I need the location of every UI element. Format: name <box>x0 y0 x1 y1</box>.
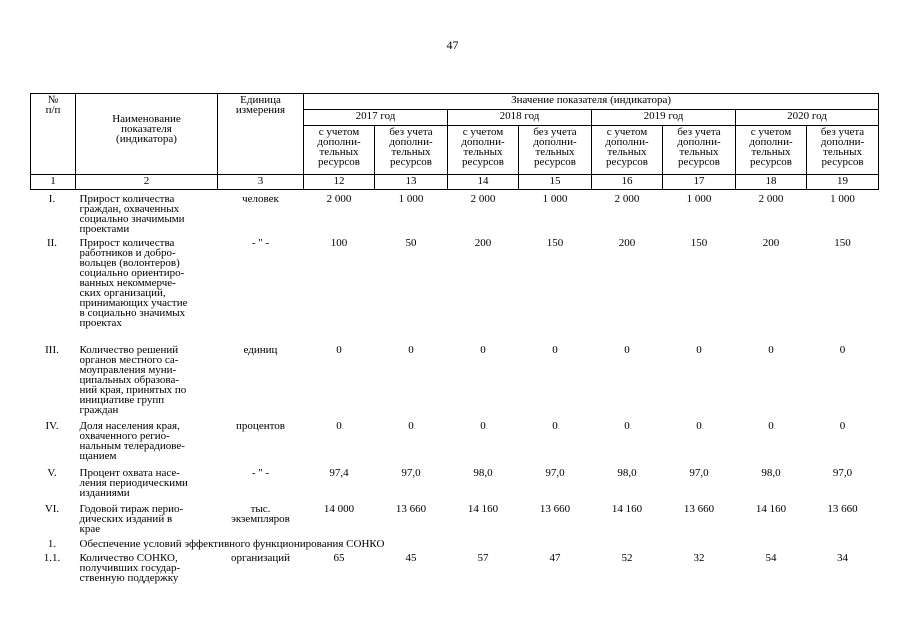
indicator-name: Количество СОНКО, получивших государ- ственную поддержку <box>79 552 181 584</box>
row-number: II. <box>46 237 58 249</box>
row-number: VI. <box>44 503 60 515</box>
table-row <box>31 234 879 341</box>
value-cell: 13 660 <box>827 503 858 515</box>
table-row <box>31 417 879 464</box>
value-cell: 97,0 <box>545 467 565 479</box>
value-cell: 0 <box>696 344 702 356</box>
header-year-2019: 2019 год <box>592 110 736 126</box>
value-cell: 2 000 <box>758 193 784 205</box>
value-cell: 50 <box>405 237 417 249</box>
row-number: I. <box>48 193 56 205</box>
header-num: № п/п <box>31 94 76 175</box>
value-cell: 200 <box>762 237 780 249</box>
value-cell: 0 <box>552 344 558 356</box>
indicators-table <box>30 93 879 585</box>
section-number: 1. <box>47 538 57 550</box>
indicator-name: Годовой тираж перио- дических изданий в крае <box>79 503 184 535</box>
value-cell: 1 000 <box>686 193 712 205</box>
value-cell: 0 <box>480 420 486 432</box>
value-cell: 200 <box>474 237 492 249</box>
indicator-name: Прирост количества граждан, охваченных социально значимыми проектами <box>79 193 185 235</box>
column-number: 15 <box>519 175 592 190</box>
unit-cell: - " - <box>251 237 270 249</box>
value-cell: 98,0 <box>473 467 493 479</box>
value-cell: 150 <box>546 237 564 249</box>
value-cell: 0 <box>552 420 558 432</box>
value-cell: 97,0 <box>401 467 421 479</box>
value-cell: 0 <box>839 420 846 432</box>
header-without-resources: без учета дополни- тельных ресурсов <box>807 126 879 175</box>
value-cell: 0 <box>408 420 414 432</box>
value-cell: 1 000 <box>398 193 424 205</box>
section-title: Обеспечение условий эффективного функционирования СОНКО <box>79 538 385 550</box>
value-cell: 47 <box>549 552 561 564</box>
table-row <box>31 341 879 417</box>
value-cell: 1 000 <box>830 193 855 205</box>
unit-cell: организаций <box>230 552 291 564</box>
column-number: 18 <box>736 175 807 190</box>
column-numbers-row <box>31 175 879 190</box>
value-cell: 98,0 <box>617 467 637 479</box>
value-cell: 0 <box>408 344 414 356</box>
row-number: IV. <box>45 420 59 432</box>
value-cell: 0 <box>696 420 702 432</box>
table-row <box>31 190 879 235</box>
value-cell: 54 <box>765 552 777 564</box>
table-header <box>31 94 879 190</box>
value-cell: 0 <box>839 344 846 356</box>
table-row <box>31 464 879 500</box>
value-cell: 14 160 <box>611 503 643 515</box>
value-cell: 65 <box>333 552 345 564</box>
header-unit: Единица измерения <box>218 94 304 175</box>
column-number: 16 <box>592 175 663 190</box>
indicator-name: Количество решений органов местного са- моуправления муни- ципальных образова- ний края, принятых по инициативе групп граждан <box>79 344 187 416</box>
header-with-resources: с учетом дополни- тельных ресурсов <box>448 126 519 175</box>
row-number: V. <box>47 467 57 479</box>
header-with-resources: с учетом дополни- тельных ресурсов <box>592 126 663 175</box>
unit-cell: - " - <box>251 467 270 479</box>
value-cell: 2 000 <box>470 193 496 205</box>
header-values-group: Значение показателя (индикатора) <box>304 94 879 110</box>
value-cell: 98,0 <box>761 467 781 479</box>
table-row <box>31 500 879 535</box>
value-cell: 2 000 <box>614 193 640 205</box>
value-cell: 0 <box>768 344 774 356</box>
header-without-resources: без учета дополни- тельных ресурсов <box>519 126 592 175</box>
value-cell: 0 <box>336 344 342 356</box>
column-number: 17 <box>663 175 736 190</box>
value-cell: 13 660 <box>395 503 427 515</box>
column-number: 1 <box>31 175 76 190</box>
column-number: 3 <box>218 175 304 190</box>
header-without-resources: без учета дополни- тельных ресурсов <box>663 126 736 175</box>
value-cell: 200 <box>618 237 636 249</box>
indicator-name: Доля населения края, охваченного регио- нальным телерадиове- щанием <box>79 420 185 462</box>
unit-cell: человек <box>242 193 279 205</box>
header-year-2018: 2018 год <box>448 110 592 126</box>
value-cell: 97,0 <box>832 467 853 479</box>
table-body <box>31 190 879 586</box>
value-cell: 13 660 <box>539 503 571 515</box>
page-number: 47 <box>446 38 459 52</box>
value-cell: 97,4 <box>329 467 349 479</box>
unit-cell: тыс. экземпляров <box>231 503 290 525</box>
column-number: 2 <box>76 175 218 190</box>
value-cell: 100 <box>330 237 348 249</box>
row-number: III. <box>45 344 59 356</box>
value-cell: 34 <box>837 552 849 564</box>
value-cell: 57 <box>477 552 489 564</box>
table-row <box>31 549 879 585</box>
value-cell: 0 <box>480 344 486 356</box>
value-cell: 0 <box>768 420 774 432</box>
value-cell: 0 <box>624 420 630 432</box>
value-cell: 45 <box>405 552 417 564</box>
row-number: 1.1. <box>43 552 61 564</box>
header-without-resources: без учета дополни- тельных ресурсов <box>375 126 448 175</box>
header-name: Наименование показателя (индикатора) <box>76 94 218 175</box>
value-cell: 2 000 <box>326 193 352 205</box>
value-cell: 13 660 <box>683 503 715 515</box>
value-cell: 14 160 <box>755 503 787 515</box>
indicator-name: Процент охвата насе- ления периодическими изданиями <box>79 467 188 499</box>
unit-cell: единиц <box>243 344 278 356</box>
value-cell: 150 <box>834 237 851 249</box>
section-row <box>31 535 879 549</box>
column-number: 19 <box>807 175 879 190</box>
unit-cell: процентов <box>236 420 285 432</box>
column-number: 14 <box>448 175 519 190</box>
value-cell: 14 000 <box>323 503 355 515</box>
value-cell: 97,0 <box>689 467 709 479</box>
column-number: 12 <box>304 175 375 190</box>
value-cell: 14 160 <box>467 503 499 515</box>
header-with-resources: с учетом дополни- тельных ресурсов <box>736 126 807 175</box>
indicator-name: Прирост количества работников и добро- вольцев (волонтеров) социально ориентиро- ванных некоммерче- ских организаций, принимающих участие в социально значимых проектах <box>79 237 188 329</box>
column-number: 13 <box>375 175 448 190</box>
value-cell: 0 <box>624 344 630 356</box>
value-cell: 0 <box>336 420 342 432</box>
value-cell: 32 <box>693 552 705 564</box>
value-cell: 1 000 <box>542 193 568 205</box>
header-year-2017: 2017 год <box>304 110 448 126</box>
value-cell: 52 <box>621 552 633 564</box>
value-cell: 150 <box>690 237 708 249</box>
header-year-2020: 2020 год <box>736 110 879 126</box>
header-with-resources: с учетом дополни- тельных ресурсов <box>304 126 375 175</box>
